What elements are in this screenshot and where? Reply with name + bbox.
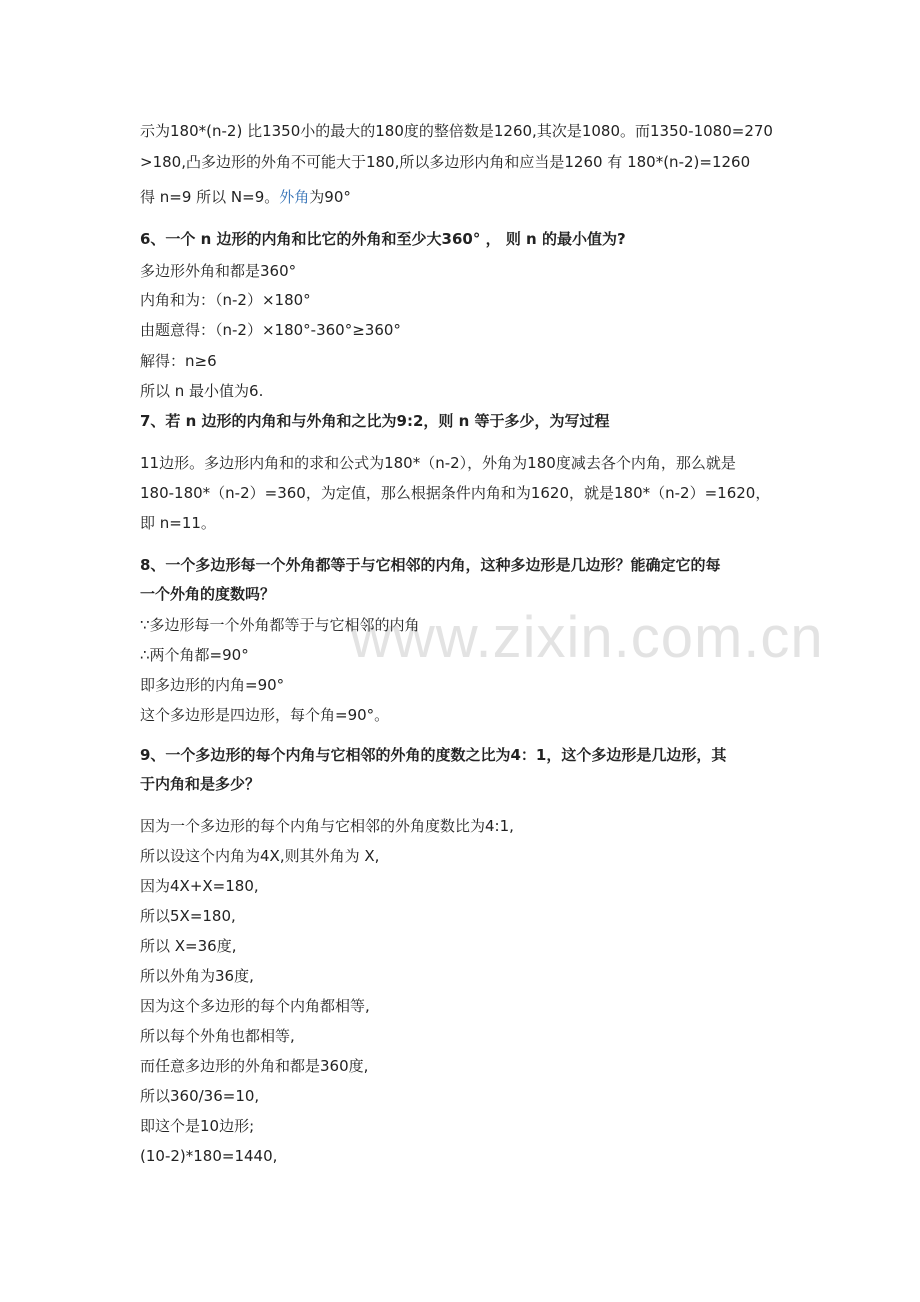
q9-answer-line: 而任意多边形的外角和都是360度, bbox=[140, 1057, 369, 1075]
q7-answer-line: 即 n=11。 bbox=[140, 514, 216, 532]
q8-answer-line: ∴两个角都=90° bbox=[140, 646, 249, 664]
watermark: www.zixin.com.cn bbox=[350, 605, 824, 670]
q9-answer-line: 所以360/36=10, bbox=[140, 1087, 260, 1105]
q7-answer-line: 11边形。多边形内角和的求和公式为180*（n-2），外角为180度减去各个内角，那么就是 bbox=[140, 454, 736, 472]
question-7-heading: 7、若 n 边形的内角和与外角和之比为9:2，则 n 等于多少，为写过程 bbox=[140, 412, 610, 430]
q9-answer-line: 所以外角为36度, bbox=[140, 967, 254, 985]
outer-angle-link[interactable]: 外角 bbox=[279, 188, 310, 206]
question-9-heading-line-2: 于内角和是多少？ bbox=[140, 775, 261, 793]
q9-answer-line: 即这个是10边形; bbox=[140, 1117, 255, 1135]
q6-answer-line: 内角和为：（n-2）×180° bbox=[140, 291, 311, 309]
q9-answer-line: 所以设这个内角为4X,则其外角为 X, bbox=[140, 847, 380, 865]
q9-answer-line: 所以每个外角也都相等, bbox=[140, 1027, 295, 1045]
q9-answer-line: 因为一个多边形的每个内角与它相邻的外角度数比为4:1, bbox=[140, 817, 514, 835]
intro-line-2: >180,凸多边形的外角不可能大于180,所以多边形内角和应当是1260 有 180*(n-2)=1260 bbox=[140, 153, 751, 171]
q8-answer-line: 即多边形的内角=90° bbox=[140, 676, 285, 694]
q6-answer-line: 多边形外角和都是360° bbox=[140, 262, 297, 280]
question-8-heading-line-1: 8、一个多边形每一个外角都等于与它相邻的内角，这种多边形是几边形？能确定它的每 bbox=[140, 556, 721, 574]
q9-answer-line: 因为4X+X=180, bbox=[140, 877, 259, 895]
q9-answer-line: 因为这个多边形的每个内角都相等, bbox=[140, 997, 370, 1015]
intro-line-3-end: 为90° bbox=[309, 188, 351, 206]
intro-line-3 bbox=[140, 187, 790, 207]
question-9-heading-line-1: 9、一个多边形的每个内角与它相邻的外角的度数之比为4：1，这个多边形是几边形，其 bbox=[140, 746, 727, 764]
question-6-heading: 6、一个 n 边形的内角和比它的外角和至少大360° ， 则 n 的最小值为? bbox=[140, 230, 626, 248]
q9-answer-line: 所以5X=180, bbox=[140, 907, 236, 925]
q6-answer-line: 由题意得：（n-2）×180°-360°≥360° bbox=[140, 321, 401, 339]
intro-line-3-start: 得 n=9 所以 N=9。 bbox=[140, 188, 280, 206]
question-8-heading-line-2: 一个外角的度数吗？ bbox=[140, 585, 276, 603]
q7-answer-line: 180-180*（n-2）=360，为定值，那么根据条件内角和为1620，就是180*（n-2）=1620， bbox=[140, 484, 771, 502]
intro-line-1: 示为180*(n-2) 比1350小的最大的180度的整倍数是1260,其次是1080。而1350-1080=270 bbox=[140, 122, 773, 140]
q6-answer-line: 所以 n 最小值为6. bbox=[140, 382, 264, 400]
q8-answer-line: ∵多边形每一个外角都等于与它相邻的内角 bbox=[140, 616, 420, 634]
q8-answer-line: 这个多边形是四边形，每个角=90°。 bbox=[140, 706, 390, 724]
q9-answer-line: (10-2)*180=1440, bbox=[140, 1147, 278, 1165]
q6-answer-line: 解得：n≥6 bbox=[140, 352, 217, 370]
q9-answer-line: 所以 X=36度, bbox=[140, 937, 237, 955]
